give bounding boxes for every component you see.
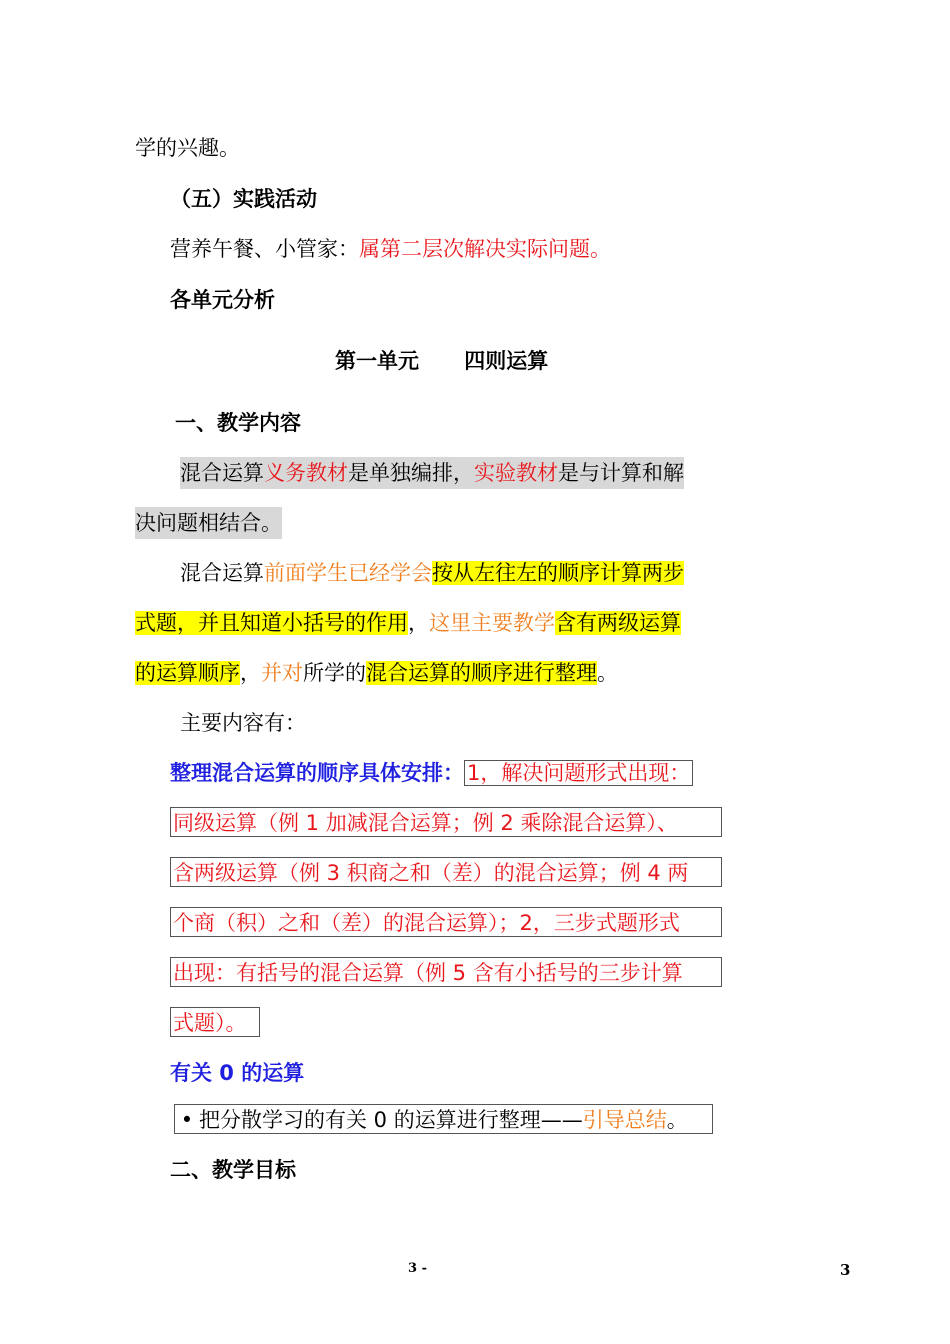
text-span: 所学的 bbox=[303, 661, 366, 685]
text-span: 是与计算和解 bbox=[558, 461, 684, 485]
text-span-orange: 前面学生已经学会 bbox=[264, 561, 432, 585]
footer-page-number: 3 - bbox=[408, 1261, 427, 1276]
text-span: 营养午餐、小管家： bbox=[170, 237, 359, 261]
text-span-red: 实验教材 bbox=[474, 461, 558, 485]
text-span: 是单独编排， bbox=[348, 461, 474, 485]
text-span: ， bbox=[408, 611, 429, 635]
text-span-red: 属第二层次解决实际问题。 bbox=[359, 237, 611, 261]
text-span: ， bbox=[240, 661, 261, 685]
text-span-highlight: 按从左往左的顺序计算两步 bbox=[432, 561, 684, 585]
section-heading-units: 各单元分析 bbox=[170, 288, 275, 312]
text-span-highlight: 的运算顺序 bbox=[135, 661, 240, 685]
text-span: 把分散学习的有关 0 的运算进行整理—— bbox=[199, 1108, 583, 1132]
text-span: 。 bbox=[666, 1108, 688, 1132]
text-span: 混合运算 bbox=[180, 461, 264, 485]
text-span-highlight: 式题，并且知道小括号的作用 bbox=[135, 611, 408, 635]
arrangement-box-line-4: 个商（积）之和（差）的混合运算）；2，三步式题形式 bbox=[170, 907, 722, 937]
arrangement-box-line-5: 出现：有括号的混合运算（例 5 含有小括号的三步计算 bbox=[170, 957, 722, 987]
main-content-label: 主要内容有： bbox=[180, 711, 306, 735]
unit-title: 第一单元 四则运算 bbox=[335, 349, 549, 373]
arrangement-label: 整理混合运算的顺序具体安排： bbox=[170, 761, 464, 785]
text-span-orange: 引导总结 bbox=[582, 1108, 667, 1132]
paragraph-1-line-2: 决问题相结合。 bbox=[135, 507, 282, 539]
section-heading-practice: （五）实践活动 bbox=[170, 187, 317, 211]
text-span-orange: 这里主要教学 bbox=[429, 611, 555, 635]
arrangement-box-line-2: 同级运算（例 1 加减混合运算；例 2 乘除混合运算）、 bbox=[170, 807, 722, 837]
heading-teaching-content: 一、教学内容 bbox=[175, 411, 301, 435]
arrangement-box-line-6: 式题）。 bbox=[170, 1007, 260, 1037]
arrangement-box-line-3: 含两级运算（例 3 积商之和（差）的混合运算；例 4 两 bbox=[170, 857, 722, 887]
arrangement-box-text: 1，解决问题形式出现： bbox=[464, 760, 693, 786]
text-span-orange: 并对 bbox=[261, 661, 303, 685]
text-span-highlight: 混合运算的顺序进行整理 bbox=[366, 661, 597, 685]
arrangement-line-1 bbox=[170, 757, 693, 789]
paragraph-2-line-1 bbox=[180, 557, 684, 589]
text-span-highlight: 含有两级运算 bbox=[555, 611, 681, 635]
bullet-icon: • bbox=[180, 1108, 194, 1132]
text-span: 。 bbox=[597, 661, 618, 685]
paragraph-2-line-3 bbox=[135, 657, 618, 689]
footer-page-number-right: 3 bbox=[840, 1261, 851, 1279]
paragraph-2-line-2 bbox=[135, 607, 681, 639]
heading-teaching-goals: 二、教学目标 bbox=[170, 1158, 296, 1182]
text-line: 学的兴趣。 bbox=[135, 136, 240, 160]
zero-operations-heading: 有关 0 的运算 bbox=[170, 1061, 305, 1085]
practice-line bbox=[170, 233, 611, 265]
text-span-red: 义务教材 bbox=[264, 461, 348, 485]
paragraph-1-line-1 bbox=[180, 457, 684, 489]
text-span: 混合运算 bbox=[180, 561, 264, 585]
zero-bullet-box bbox=[174, 1104, 713, 1134]
